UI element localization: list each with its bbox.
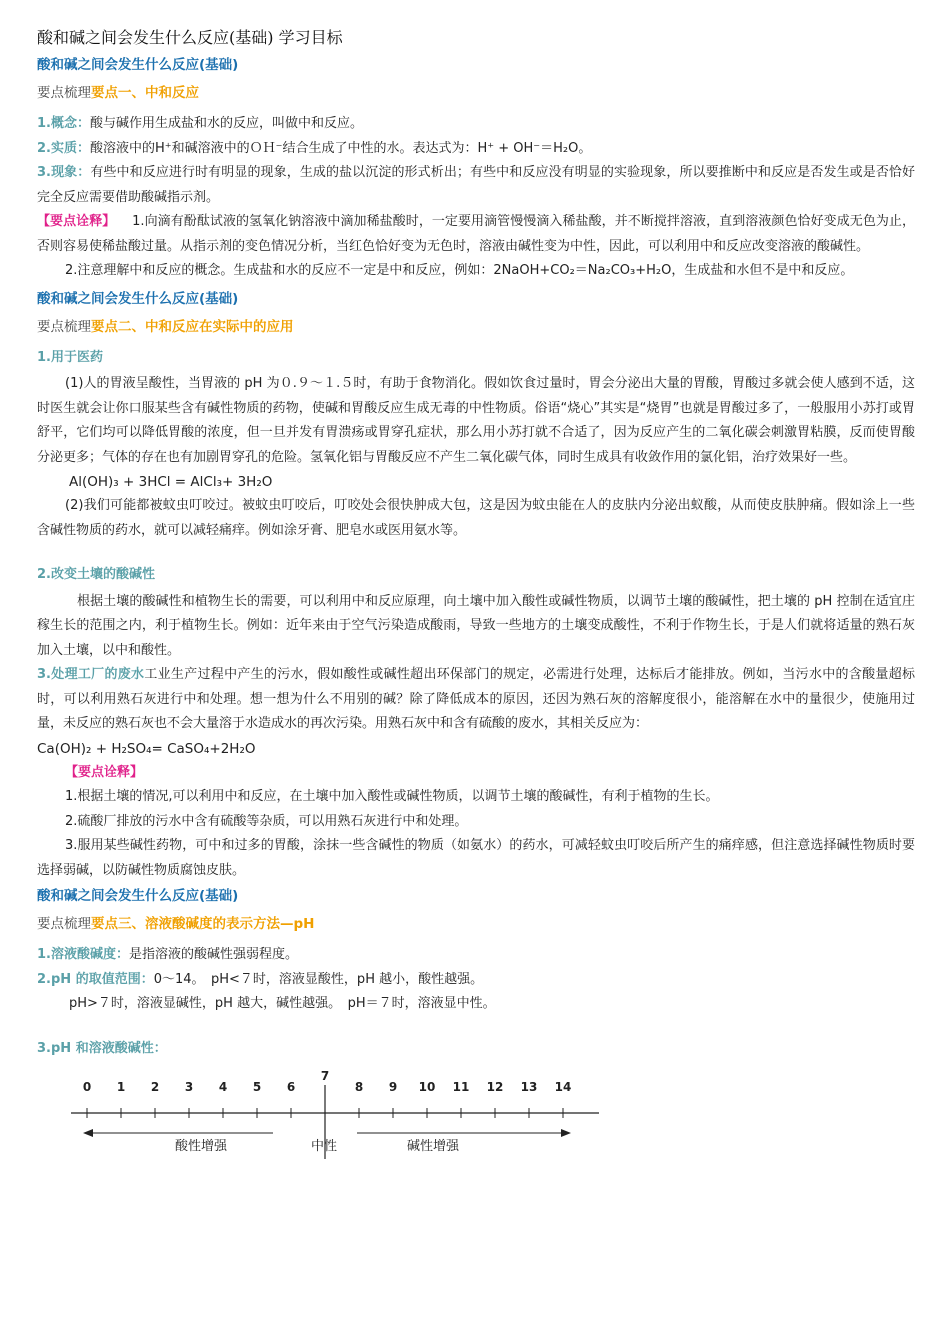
concept-paragraph [37,112,915,137]
note-text-1: 1.向滴有酚酞试液的氢氧化钠溶液中滴加稀盐酸时，一定要用滴管慢慢滴入稀盐酸，并不断搅拌溶液，直到溶液颜色恰好变成无色为止，否则容易使稀盐酸过量。从指示剂的变色情况分析，当红色恰好变为无色时，溶液由碱性变为中性，因此，可以利用中和反应改变溶液的酸碱性。 [37,214,915,254]
note-paragraph-2: 2.注意理解中和反应的概念。生成盐和水的反应不一定是中和反应，例如：2NaOH+CO₂＝Na₂CO₃+H₂O，生成盐和水但不是中和反应。 [65,263,854,278]
subheading-prefix: 要点梳理 [37,916,91,932]
essence-text: 酸溶液中的H⁺和碱溶液中的ＯＨ⁻结合生成了中性的水。表达式为：H⁺ + OH⁻＝H₂O。 [89,140,592,156]
tick-label: 6 [286,1080,296,1094]
wastewater-label: 3.处理工厂的废水 [37,667,145,682]
subheading-prefix: 要点梳理 [37,318,91,335]
essence-paragraph [37,137,915,162]
tick-label: 12 [486,1080,504,1094]
note-2-item-3: 3.服用某些碱性药物，可中和过多的胃酸，涂抹一些含碱性的物质（如氨水）的药水，可减轻蚊虫叮咬后所产生的痛痒感，但注意选择碱性物质时要选择弱碱，以防碱性物质腐蚀皮肤。 [37,838,915,878]
tick-label: 2 [150,1080,160,1094]
soil-paragraph: 根据土壤的酸碱性和植物生长的需要，可以利用中和反应原理，向土壤中加入酸性或碱性物质，以调节土壤的酸碱性，把土壤的 pH 控制在适宜庄稼生长的范围之内，利于植物生长。例如：近年来由于空气污染造成酸雨，导致一些地方的土壤变成酸性，不利于作物生长，于是人们就将适量的熟石灰加入土壤，以中和酸性。 [37,593,915,658]
tick-label: 5 [252,1080,262,1094]
formula-aluminum-hydroxide: Al(OH)₃ + 3HCl = AlCl₃+ 3H₂O [69,474,273,490]
wastewater-text: 工业生产过程中产生的污水，假如酸性或碱性超出环保部门的规定，必需进行处理，达标后才能排放。例如，当污水中的含酸量超标时，可以利用熟石灰进行中和处理。想一想为什么不用别的碱？除了降低成本的原因，还因为熟石灰的溶解度很小，能溶解在水中的量很少，使施用过量，未反应的熟石灰也不会大量溶于水造成水的再次污染。用熟石灰中和含有硫酸的废水，其相关反应为： [37,667,915,731]
ph-range-text: 0～14。 pH<７时，溶液显酸性，pH 越小，酸性越强。 [153,971,484,987]
ph-range-label: 2.pH 的取值范围： [37,971,154,987]
medicine-label: 1.用于医药 [37,349,103,365]
wastewater-paragraph [37,663,915,737]
tick-label: 7 [320,1069,330,1083]
note-paragraph-1 [37,210,915,259]
section-title: 酸和碱之间会发生什么反应(基础) [37,57,239,73]
subheading-prefix: 要点梳理 [37,85,91,101]
ph-scale-label: 3.pH 和溶液酸碱性： [37,1040,167,1056]
note-label: 【要点诠释】 [65,764,144,780]
tick-label: 3 [184,1080,194,1094]
section-title-2: 酸和碱之间会发生什么反应(基础) [37,290,239,307]
subheading-highlight: 要点一、中和反应 [91,85,199,101]
subheading-part1 [37,82,915,104]
acid-arrow-head [83,1129,93,1137]
acid-increase-label: 酸性增强 [174,1139,228,1154]
base-increase-label: 碱性增强 [406,1139,460,1154]
neutral-label: 中性 [310,1139,338,1154]
tick-label: 9 [388,1080,398,1094]
tick-label: 11 [452,1080,470,1094]
note-label: 【要点诠释】 [37,214,116,229]
note-heading-2 [37,761,915,786]
document-page [37,26,915,1177]
acidity-label: 1.溶液酸碱度： [37,947,129,962]
document-title: 酸和碱之间会发生什么反应(基础) 学习目标 [37,28,343,47]
phenomenon-text: 有些中和反应进行时有明显的现象，生成的盐以沉淀的形式析出；有些中和反应没有明显的实验现象，所以要推断中和反应是否发生或是否恰好完全反应需要借助酸碱指示剂。 [37,165,915,205]
tick-label: 1 [116,1080,126,1094]
concept-text: 酸与碱作用生成盐和水的反应，叫做中和反应。 [89,116,363,131]
subheading-highlight: 要点二、中和反应在实际中的应用 [91,318,294,335]
soil-label: 2.改变土壤的酸碱性 [37,567,155,582]
tick-label: 13 [520,1080,538,1094]
subheading-part3 [37,913,915,935]
base-arrow-head [561,1129,571,1137]
ph-scale-diagram [71,1067,631,1177]
medicine-paragraph-2: (2)我们可能都被蚊虫叮咬过。被蚊虫叮咬后，叮咬处会很快肿成大包，这是因为蚊虫能在人的皮肤内分泌出蚁酸，从而使皮肤肿痛。假如涂上一些含碱性物质的药水，就可以减轻痛痒。例如涂牙膏、肥皂水或医用氨水等。 [37,498,915,538]
tick-label: 4 [218,1080,228,1094]
phenomenon-label: 3.现象： [37,165,91,180]
subheading-part2 [37,316,915,338]
note-2-item-1: 1.根据土壤的情况,可以利用中和反应，在土壤中加入酸性或碱性物质，以调节土壤的酸碱性，有利于植物的生长。 [65,789,719,804]
tick-label: 14 [554,1080,572,1094]
essence-label: 2.实质： [37,140,90,156]
acidity-definition [37,943,915,968]
subheading-highlight: 要点三、溶液酸碱度的表示方法—pH [91,916,315,932]
note-2-item-2: 2.硫酸厂排放的污水中含有硫酸等杂质，可以用熟石灰进行中和处理。 [65,813,468,829]
formula-calcium-hydroxide: Ca(OH)₂ + H₂SO₄= CaSO₄+2H₂O [37,740,256,757]
ph-range [37,968,915,993]
medicine-paragraph-1: (1)人的胃液呈酸性，当胃液的 pH 为０.９～１.５时，有助于食物消化。假如饮食过量时，胃会分泌出大量的胃酸，胃酸过多就会使人感到不适，这时医生就会让你口服某些含有碱性物质的药物，使碱和胃酸反应生成无毒的中性物质。俗语“烧心”其实是“烧胃”也就是胃酸过多了，一般服用小苏打或胃舒平，它们均可以降低胃酸的浓度，但一旦并发有胃溃疡或胃穿孔症状，那么用小苏打就不合适了，因为反应产生的二氧化碳会刺激胃粘膜，反而使胃酸分泌更多；气体的存在也有加剧胃穿孔的危险。氢氧化铝与胃酸反应不产生二氧化碳气体，同时生成具有收敛作用的氯化铝，治疗效果好一些。 [37,376,915,465]
ph-range-2: pH>７时，溶液显碱性，pH 越大，碱性越强。 pH＝７时，溶液显中性。 [69,996,496,1011]
concept-label: 1.概念： [37,116,90,131]
tick-label: 8 [354,1080,364,1094]
section-title-3: 酸和碱之间会发生什么反应(基础) [37,888,239,904]
phenomenon-paragraph [37,161,915,210]
tick-label: 0 [82,1080,92,1094]
tick-label: 10 [418,1080,436,1094]
acidity-text: 是指溶液的酸碱性强弱程度。 [128,947,298,962]
